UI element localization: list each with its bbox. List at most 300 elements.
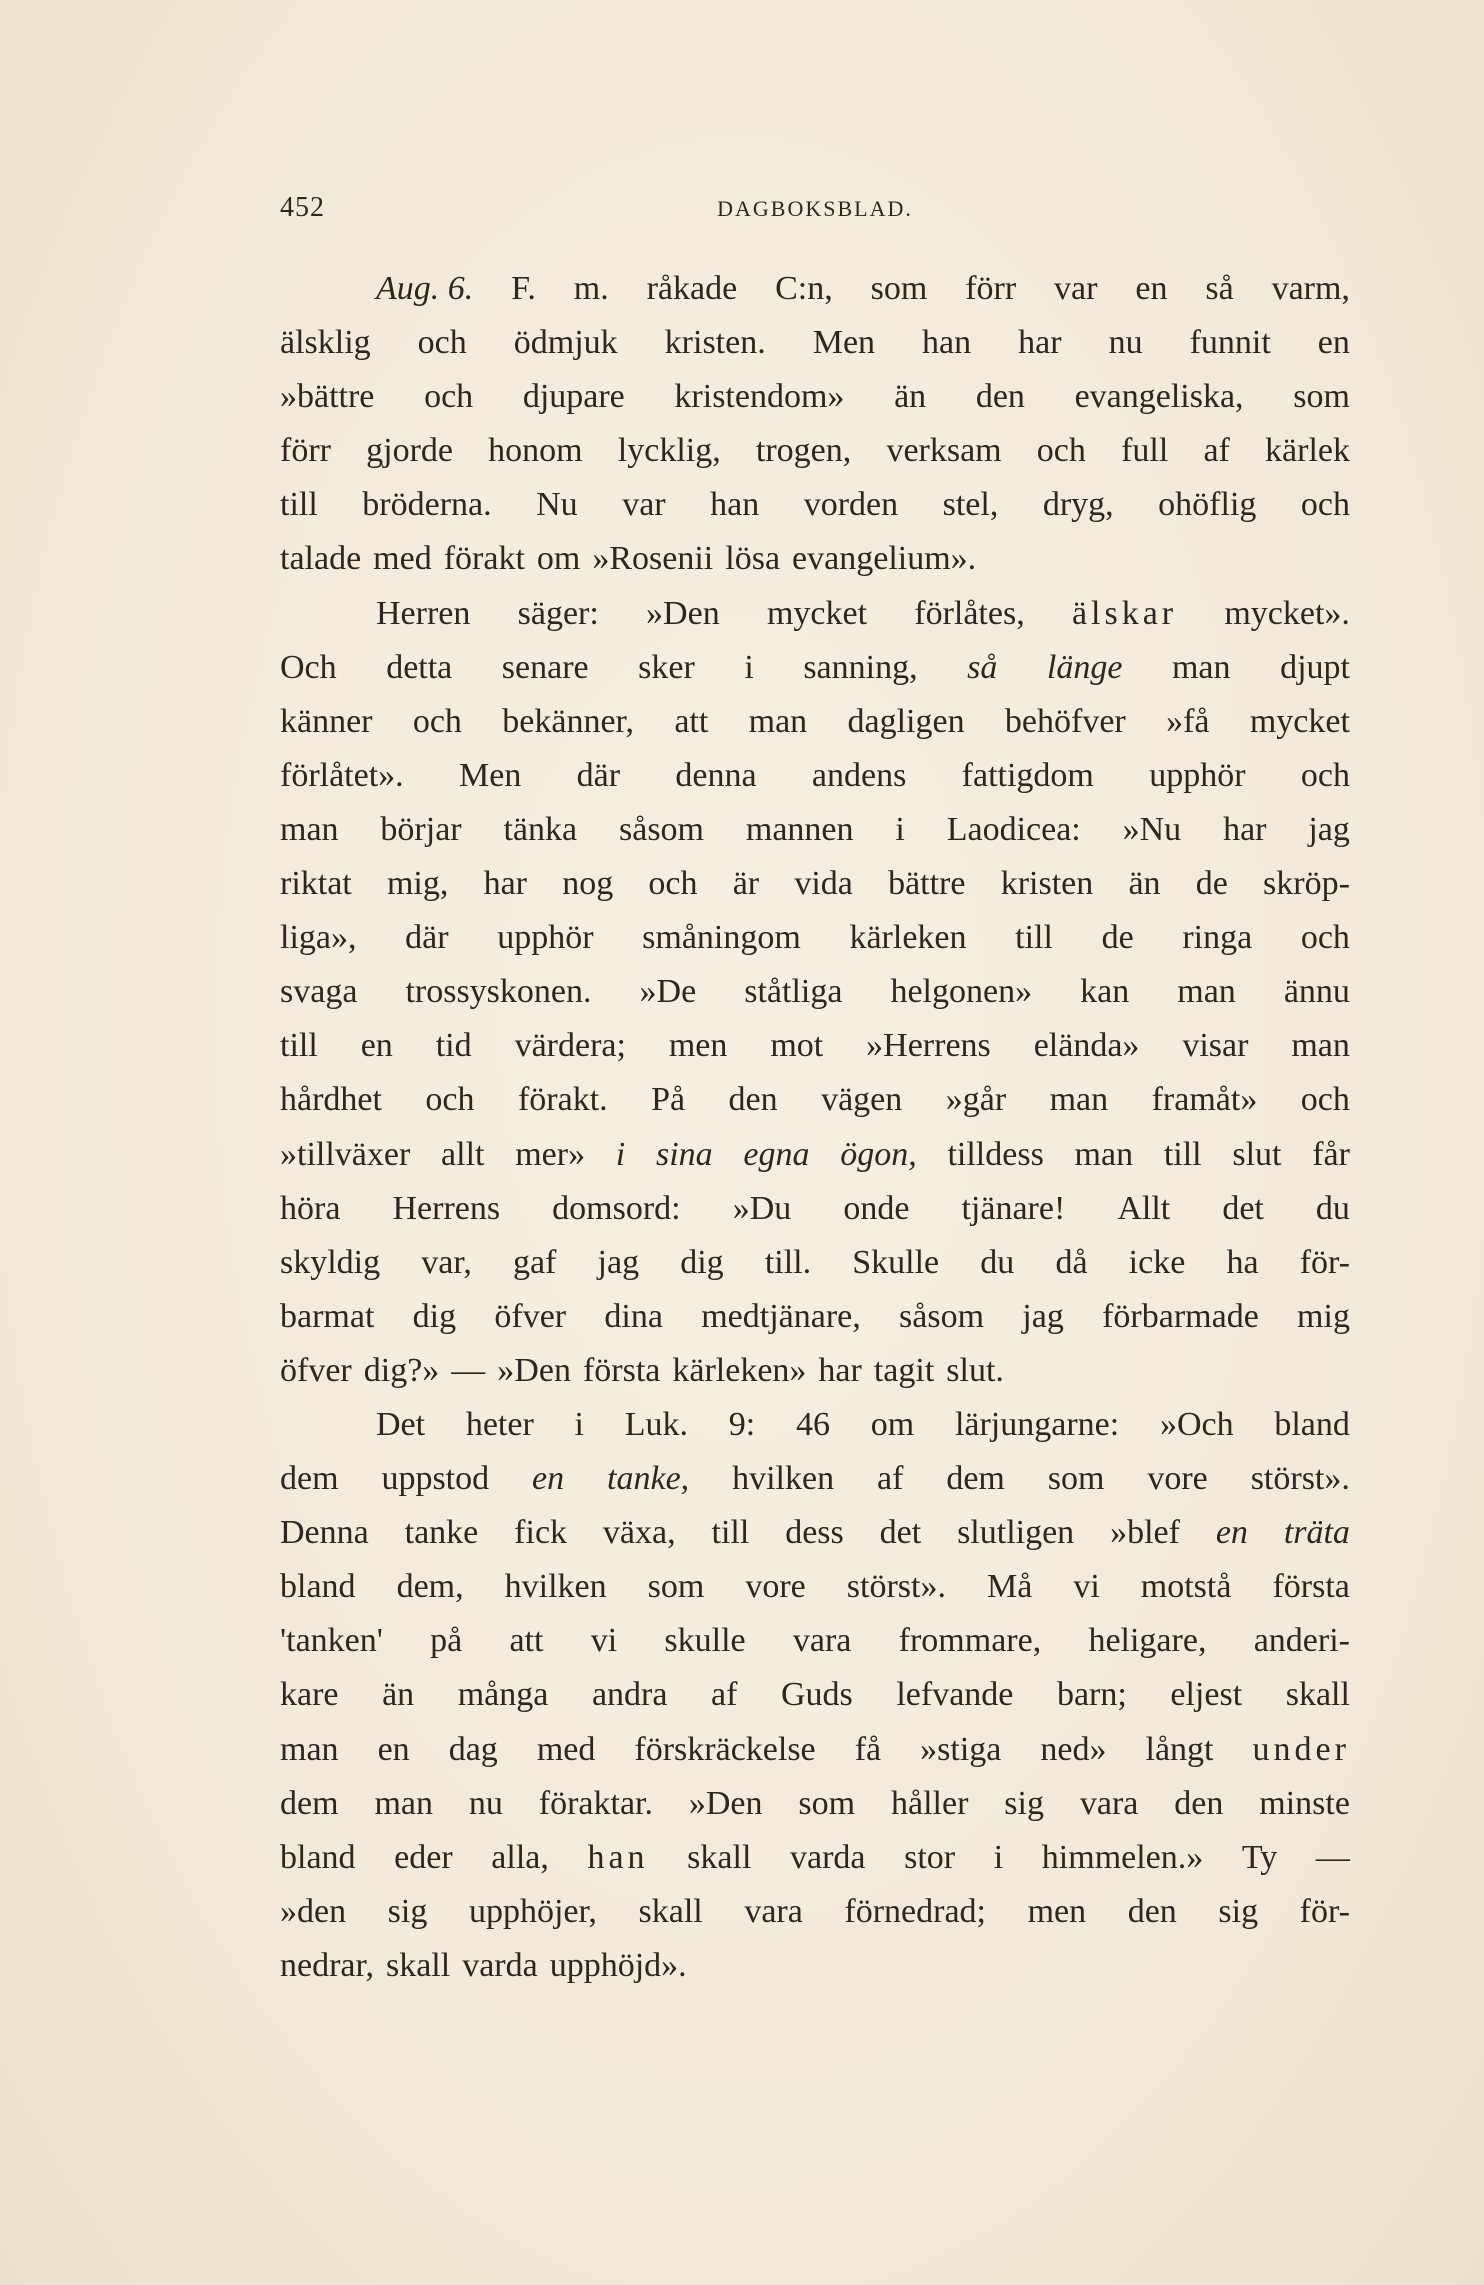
word: andra xyxy=(591,1676,668,1714)
word: »går xyxy=(945,1081,1007,1119)
word: förbarmade xyxy=(1102,1297,1259,1335)
word: och xyxy=(424,378,474,416)
word: vara xyxy=(1079,1784,1139,1822)
word: har xyxy=(1018,324,1062,362)
word: hvilken xyxy=(732,1460,835,1498)
word: Allt xyxy=(1117,1189,1171,1227)
text-line xyxy=(280,587,1350,641)
text-line xyxy=(280,695,1350,749)
word: »Nu xyxy=(1122,810,1182,848)
word: fattigdom xyxy=(961,756,1094,794)
word: Må xyxy=(986,1568,1033,1606)
body-text xyxy=(280,262,1350,1993)
word: till xyxy=(1163,1135,1202,1173)
word: skall xyxy=(1285,1676,1350,1714)
word: »De xyxy=(639,973,697,1011)
word: lycklig, xyxy=(617,432,721,470)
word: i xyxy=(993,1838,1004,1876)
word: Nu xyxy=(536,486,578,524)
word: nu xyxy=(1108,324,1143,362)
word: lefvande xyxy=(896,1676,1014,1714)
word: förskräckelse xyxy=(634,1730,816,1768)
word: kare xyxy=(280,1676,339,1714)
word: visar xyxy=(1182,1027,1249,1065)
word: dem xyxy=(280,1460,339,1498)
text-line xyxy=(280,1073,1350,1127)
word: han xyxy=(922,324,972,362)
word: håller xyxy=(891,1784,969,1822)
word: mig, xyxy=(386,865,449,903)
word: älsklig xyxy=(280,324,371,362)
word: en xyxy=(360,1027,393,1065)
word: och xyxy=(1300,486,1350,524)
word: får xyxy=(1312,1135,1350,1173)
word: bland xyxy=(280,1568,356,1606)
text-line xyxy=(280,1344,1350,1398)
word: Luk. xyxy=(624,1405,689,1443)
word: den xyxy=(1127,1892,1177,1930)
text-line xyxy=(280,803,1350,857)
word: »Den xyxy=(688,1784,763,1822)
word: jag xyxy=(597,1243,640,1281)
text-line xyxy=(280,1614,1350,1668)
word: till xyxy=(280,1027,318,1065)
word: än xyxy=(382,1676,415,1714)
word: sig xyxy=(387,1892,428,1930)
word: mot xyxy=(770,1027,824,1065)
word: man xyxy=(1049,1081,1109,1119)
word: fick xyxy=(514,1514,568,1552)
word: har xyxy=(1223,810,1267,848)
word: för- xyxy=(1299,1243,1350,1281)
word: kärlek xyxy=(1265,432,1350,470)
word: träta xyxy=(1283,1514,1350,1552)
word: än xyxy=(1128,865,1161,903)
word: alla, xyxy=(491,1838,549,1876)
word: det xyxy=(879,1514,922,1552)
word: kärleken xyxy=(849,919,967,957)
word: lösa xyxy=(725,540,781,578)
word: börjar xyxy=(380,810,462,848)
word: den xyxy=(975,378,1025,416)
word: ned» xyxy=(1040,1730,1107,1768)
word: dig xyxy=(412,1297,457,1335)
word: icke xyxy=(1128,1243,1186,1281)
word: lärjungarne: xyxy=(954,1405,1120,1443)
word: man xyxy=(280,810,339,848)
word: liga», xyxy=(280,919,357,957)
word: frommare, xyxy=(898,1622,1042,1660)
word: så xyxy=(1205,270,1234,307)
word: de xyxy=(1101,919,1134,957)
text-line xyxy=(280,1019,1350,1073)
word: man xyxy=(1177,973,1236,1011)
word: detta xyxy=(386,648,453,686)
word: mycket xyxy=(766,594,868,632)
word: varm, xyxy=(1271,270,1350,307)
word: skall xyxy=(638,1892,703,1930)
word: verksam xyxy=(886,432,1002,470)
word: funnit xyxy=(1189,324,1271,362)
word: har xyxy=(483,865,527,903)
text-line xyxy=(280,1398,1350,1452)
word: allt xyxy=(441,1135,485,1173)
word: slutligen xyxy=(957,1514,1075,1552)
word: nu xyxy=(468,1784,503,1822)
word: kristen. xyxy=(664,324,766,362)
word: Skulle xyxy=(852,1243,940,1281)
text-line xyxy=(280,424,1350,478)
word: råkade xyxy=(646,270,738,307)
word: heter xyxy=(465,1405,534,1443)
word: bland xyxy=(280,1838,356,1876)
word: Herren xyxy=(376,594,471,632)
word: trossyskonen. xyxy=(405,973,592,1011)
word: riktat xyxy=(280,865,352,903)
word: man xyxy=(1171,648,1231,686)
word: första xyxy=(1272,1568,1350,1606)
word: skulle xyxy=(664,1622,746,1660)
word: ringa xyxy=(1182,919,1253,957)
word: onde xyxy=(843,1189,910,1227)
word: till. xyxy=(764,1243,812,1281)
word: som xyxy=(1047,1460,1105,1498)
text-line xyxy=(280,1777,1350,1831)
word: På xyxy=(651,1081,686,1119)
word: få xyxy=(854,1730,882,1768)
word: länge xyxy=(1046,648,1123,686)
word: du xyxy=(980,1243,1015,1281)
word: han xyxy=(710,486,760,524)
word: med xyxy=(536,1730,596,1768)
word: talade xyxy=(280,540,362,578)
word: en xyxy=(377,1730,410,1768)
word: dem xyxy=(280,1784,339,1822)
word: ha xyxy=(1226,1243,1259,1281)
word: man xyxy=(1291,1027,1350,1065)
word: upphöjer, xyxy=(468,1892,597,1930)
text-line xyxy=(280,532,1350,586)
word: ännu xyxy=(1283,973,1350,1011)
word: var, xyxy=(421,1243,472,1281)
text-line xyxy=(280,1831,1350,1885)
word: »Och xyxy=(1159,1405,1234,1443)
word: »Du xyxy=(732,1189,792,1227)
word: såsom xyxy=(619,810,704,848)
word: som xyxy=(870,270,928,307)
word: uppstod xyxy=(381,1460,490,1498)
text-line xyxy=(280,316,1350,370)
word: bättre xyxy=(888,865,966,903)
word: evangelium». xyxy=(792,540,977,578)
word: kristendom» xyxy=(674,378,845,416)
word: Men xyxy=(459,756,522,794)
text-line xyxy=(280,1236,1350,1290)
word: dig xyxy=(680,1243,724,1281)
text-line xyxy=(280,1885,1350,1939)
word: varda xyxy=(790,1838,866,1876)
word: barn; xyxy=(1056,1676,1127,1714)
word: hvilken xyxy=(504,1568,607,1606)
word: — xyxy=(1315,1838,1350,1876)
word: — xyxy=(451,1351,486,1389)
word: förnedrad; xyxy=(844,1892,987,1930)
text-line xyxy=(280,965,1350,1019)
text-line xyxy=(280,641,1350,695)
word: »tillväxer xyxy=(280,1135,411,1173)
word: skall xyxy=(385,1946,451,1984)
word: C:n, xyxy=(775,270,833,307)
word: »få xyxy=(1166,702,1210,740)
word: men xyxy=(668,1027,728,1065)
word: upphör xyxy=(497,919,594,957)
word: behöfver xyxy=(1004,702,1126,740)
word: där xyxy=(405,919,449,957)
word: »blef xyxy=(1110,1514,1180,1552)
word: och xyxy=(1036,432,1086,470)
word: »bättre xyxy=(280,378,375,416)
word: »den xyxy=(280,1892,347,1930)
word: höra xyxy=(280,1189,341,1227)
word: gaf xyxy=(512,1243,557,1281)
word: mig xyxy=(1297,1297,1350,1335)
word: vägen xyxy=(821,1081,903,1119)
word: och xyxy=(1300,919,1350,957)
word: öfver xyxy=(280,1351,352,1389)
word: 46 xyxy=(795,1405,830,1443)
word: växa, xyxy=(602,1514,676,1552)
word: man xyxy=(374,1784,433,1822)
word: öfver xyxy=(494,1297,567,1335)
text-line xyxy=(280,1452,1350,1506)
word: »Den xyxy=(646,594,720,632)
word: tid xyxy=(435,1027,472,1065)
text-line xyxy=(280,1182,1350,1236)
word: honom xyxy=(488,432,583,470)
word: förakt. xyxy=(517,1081,608,1119)
word: var xyxy=(622,486,666,524)
word: mer» xyxy=(515,1135,586,1173)
word: och xyxy=(425,1081,475,1119)
word: dess xyxy=(785,1514,844,1552)
word: ögon, xyxy=(840,1135,917,1173)
word: skall xyxy=(687,1838,752,1876)
word: i xyxy=(744,648,754,686)
word: man xyxy=(1074,1135,1134,1173)
word: den xyxy=(728,1081,778,1119)
word: vore xyxy=(1147,1460,1208,1498)
text-line xyxy=(280,857,1350,911)
word: förlåtet». xyxy=(280,756,404,794)
word: och xyxy=(1300,1081,1350,1119)
word: är xyxy=(732,865,760,903)
word: värdera; xyxy=(514,1027,626,1065)
word: Ty xyxy=(1241,1838,1278,1876)
word: Aug. 6. xyxy=(376,270,474,307)
word: störst». xyxy=(1250,1460,1350,1498)
word: slut. xyxy=(946,1351,1004,1389)
word: himmelen.» xyxy=(1041,1838,1204,1876)
word: andens xyxy=(811,756,907,794)
word: tanke xyxy=(404,1514,479,1552)
word: medtjänare, xyxy=(701,1297,861,1335)
word: »Herrens xyxy=(866,1027,991,1065)
word: vida xyxy=(794,865,853,903)
word: och xyxy=(1300,756,1350,794)
word: såsom xyxy=(899,1297,985,1335)
word: sker xyxy=(638,648,695,686)
word: än xyxy=(894,378,927,416)
word: F. xyxy=(511,270,536,307)
word: man xyxy=(280,1730,339,1768)
word: en xyxy=(532,1460,565,1498)
word: helgonen» xyxy=(890,973,1033,1011)
word: sina xyxy=(655,1135,713,1173)
word: Herrens xyxy=(392,1189,501,1227)
word: evangeliska, xyxy=(1074,378,1244,416)
word: m. xyxy=(573,270,609,307)
word: du xyxy=(1315,1189,1350,1227)
word: ödmjuk xyxy=(513,324,618,362)
word: bröderna. xyxy=(362,486,492,524)
word: för- xyxy=(1299,1892,1350,1930)
word: vara xyxy=(792,1622,852,1660)
page-number: 452 xyxy=(280,192,325,223)
word: på xyxy=(430,1622,463,1660)
word: vorden xyxy=(803,486,899,524)
word: nog xyxy=(562,865,614,903)
word: i xyxy=(895,810,905,848)
word: som xyxy=(798,1784,856,1822)
word: till xyxy=(280,486,318,524)
word: en xyxy=(1215,1514,1248,1552)
word: mycket». xyxy=(1224,594,1350,632)
word: vi xyxy=(1073,1568,1100,1606)
word: med xyxy=(373,540,432,578)
word: djupare xyxy=(522,378,625,416)
word: kan xyxy=(1080,973,1130,1011)
word: vi xyxy=(590,1622,618,1660)
word: eder xyxy=(394,1838,453,1876)
word: dag xyxy=(448,1730,498,1768)
text-line xyxy=(280,1290,1350,1344)
word: och xyxy=(417,324,467,362)
word: 'tanken' xyxy=(280,1622,383,1660)
word: Laodicea: xyxy=(946,810,1081,848)
word: dina xyxy=(604,1297,663,1335)
text-line xyxy=(280,1939,1350,1993)
text-line xyxy=(280,370,1350,424)
word: tjänare! xyxy=(961,1189,1066,1227)
word: tanke, xyxy=(607,1460,690,1498)
text-line xyxy=(280,1723,1350,1777)
word: full xyxy=(1121,432,1169,470)
word: känner xyxy=(280,702,373,740)
word: långt xyxy=(1145,1730,1214,1768)
word: många xyxy=(457,1676,549,1714)
word: kärleken» xyxy=(672,1351,807,1389)
word: om xyxy=(536,540,581,578)
word: vore xyxy=(745,1568,806,1606)
word: störst». xyxy=(846,1568,946,1606)
word: där xyxy=(576,756,621,794)
word: småningom xyxy=(642,919,801,957)
word: jag xyxy=(1022,1297,1064,1335)
word: förakt xyxy=(443,540,525,578)
word: ståtliga xyxy=(744,973,843,1011)
word: dryg, xyxy=(1042,486,1114,524)
word: Och xyxy=(280,648,337,686)
word: mannen xyxy=(745,810,854,848)
word: senare xyxy=(501,648,589,686)
word: föraktar. xyxy=(538,1784,653,1822)
word: en xyxy=(1317,324,1350,362)
word: mycket xyxy=(1249,702,1350,740)
word: »Rosenii xyxy=(592,540,714,578)
word: om xyxy=(870,1405,915,1443)
word: älskar xyxy=(1071,594,1178,632)
word: i xyxy=(574,1405,584,1443)
word: trogen, xyxy=(755,432,852,470)
word: dem xyxy=(946,1460,1005,1498)
word: svaga xyxy=(280,973,358,1011)
word: egna xyxy=(743,1135,810,1173)
word: heligare, xyxy=(1088,1622,1207,1660)
word: tilldess xyxy=(947,1135,1044,1173)
word: elända» xyxy=(1033,1027,1140,1065)
word: till xyxy=(711,1514,750,1552)
word: under xyxy=(1252,1730,1350,1768)
word: han xyxy=(587,1838,649,1876)
running-head xyxy=(280,192,1350,232)
word: denna xyxy=(675,756,757,794)
word: dig?» xyxy=(363,1351,440,1389)
word: af xyxy=(876,1460,904,1498)
word: slut xyxy=(1232,1135,1282,1173)
word: domsord: xyxy=(552,1189,681,1227)
word: och xyxy=(412,702,462,740)
word: vara xyxy=(744,1892,803,1930)
text-line xyxy=(280,1506,1350,1560)
running-title: DAGBOKSBLAD. xyxy=(717,196,913,221)
word: den xyxy=(1174,1784,1224,1822)
text-line xyxy=(280,911,1350,965)
text-line xyxy=(280,749,1350,803)
word: då xyxy=(1055,1243,1088,1281)
word: »Den xyxy=(497,1351,571,1389)
word: sig xyxy=(1218,1892,1259,1930)
word: af xyxy=(1203,432,1230,470)
word: stel, xyxy=(942,486,999,524)
word: anderi- xyxy=(1253,1622,1350,1660)
word: skröp- xyxy=(1263,865,1350,903)
word: jag xyxy=(1308,810,1350,848)
word: sig xyxy=(1004,1784,1044,1822)
word: Men xyxy=(812,324,876,362)
word: tänka xyxy=(503,810,578,848)
word: förr xyxy=(280,432,331,470)
word: dem, xyxy=(396,1568,464,1606)
word: har xyxy=(818,1351,862,1389)
word: som xyxy=(1293,378,1350,416)
word: de xyxy=(1195,865,1228,903)
word: upphöjd». xyxy=(549,1946,687,1984)
word: bland xyxy=(1274,1405,1350,1443)
word: och xyxy=(648,865,698,903)
word: ohöflig xyxy=(1158,486,1257,524)
word: skyldig xyxy=(280,1243,381,1281)
word: minste xyxy=(1259,1784,1350,1822)
